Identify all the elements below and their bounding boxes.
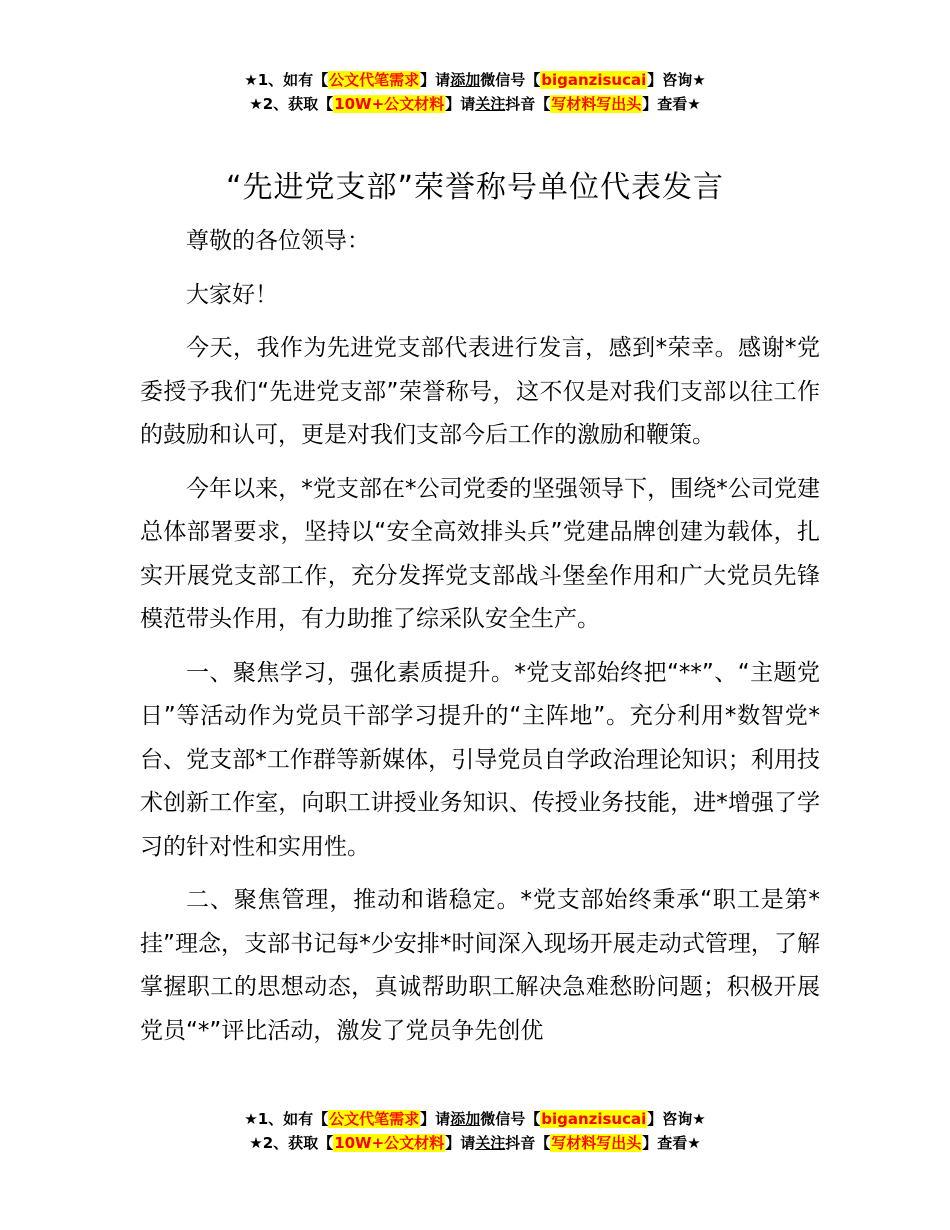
underlined-text: 添加 — [450, 71, 481, 89]
banner-text: ★1、如有【 — [244, 1110, 329, 1128]
highlight-douyin: 写材料写出头 — [551, 95, 642, 113]
banner-text: 】查看★ — [642, 95, 701, 113]
greeting: 大家好！ — [186, 281, 278, 308]
banner-text: 微信号【 — [480, 1110, 541, 1128]
document-title: “先进党支部”荣誉称号单位代表发言 — [225, 170, 725, 205]
highlight-wechat-id: biganzisucai — [541, 71, 647, 89]
document-body — [140, 220, 820, 1063]
banner-text: 抖音【 — [505, 95, 551, 113]
banner-text: 】查看★ — [642, 1134, 701, 1152]
banner-text: 】请 — [420, 1110, 451, 1128]
header-banner — [0, 68, 950, 116]
footer-banner — [0, 1107, 950, 1155]
banner-text: 抖音【 — [505, 1134, 551, 1152]
highlight-douyin: 写材料写出头 — [551, 1134, 642, 1152]
banner-text: 】请 — [445, 95, 476, 113]
banner-text: 微信号【 — [480, 71, 541, 89]
salutation: 尊敬的各位领导： — [186, 228, 370, 254]
highlight-materials: 10W+公文材料 — [334, 1134, 445, 1152]
banner-text: 】咨询★ — [647, 1110, 706, 1128]
banner-line-1 — [0, 1107, 950, 1131]
banner-line-2 — [0, 92, 950, 116]
highlight-wechat-id: biganzisucai — [541, 1110, 647, 1128]
banner-text: 】请 — [445, 1134, 476, 1152]
banner-text: 】咨询★ — [647, 71, 706, 89]
banner-line-1 — [0, 68, 950, 92]
body-paragraph: 今年以来，*党支部在*公司党委的坚强领导下，围绕*公司党建总体部署要求，坚持以“安全高效排头兵”党建品牌创建为载体，扎实开展党支部工作，充分发挥党支部战斗堡垒作用和广大党员先锋模范带头作用，有力助推了综采队安全生产。 — [140, 475, 820, 632]
highlight-service: 公文代笔需求 — [329, 1110, 420, 1128]
body-paragraph: 一、聚焦学习，强化素质提升。*党支部始终把“**”、“主题党日”等活动作为党员干部学习提升的“主阵地”。充分利用*数智党*台、党支部*工作群等新媒体，引导党员自学政治理论知识；利用技术创新工作室，向职工讲授业务知识、传授业务技能，进*增强了学习的针对性和实用性。 — [140, 659, 820, 860]
underlined-text: 添加 — [450, 1110, 481, 1128]
underlined-text: 关注 — [475, 1134, 506, 1152]
body-paragraph: 二、聚焦管理，推动和谐稳定。*党支部始终秉承“职工是第*挂”理念，支部书记每*少安排*时间深入现场开展走动式管理，了解掌握职工的思想动态，真诚帮助职工解决急难愁盼问题；积极开展党员“*”评比活动，激发了党员争先创优 — [140, 887, 820, 1044]
banner-text: ★2、获取【 — [249, 95, 334, 113]
banner-line-2 — [0, 1131, 950, 1155]
banner-text: 】请 — [420, 71, 451, 89]
banner-text: ★2、获取【 — [249, 1134, 334, 1152]
underlined-text: 关注 — [475, 95, 506, 113]
highlight-service: 公文代笔需求 — [329, 71, 420, 89]
body-paragraph: 今天，我作为先进党支部代表进行发言，感到*荣幸。感谢*党委授予我们“先进党支部”荣誉称号，这不仅是对我们支部以往工作的鼓励和认可，更是对我们支部今后工作的激励和鞭策。 — [140, 335, 820, 448]
highlight-materials: 10W+公文材料 — [334, 95, 445, 113]
banner-text: ★1、如有【 — [244, 71, 329, 89]
